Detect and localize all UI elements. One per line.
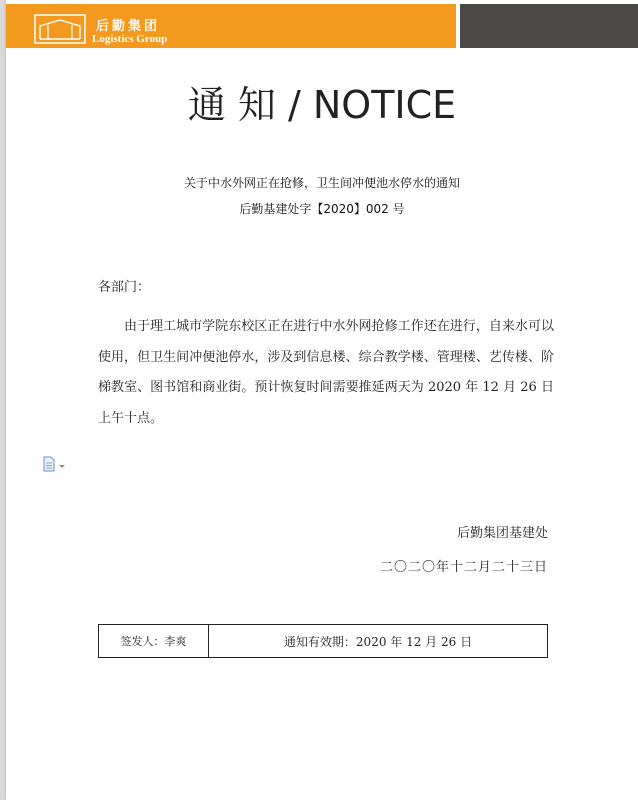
notice-subtitle: 关于中水外网正在抢修，卫生间冲便池水停水的通知 [183,176,460,190]
document-number: 后勤基建处字【2020】002 号 [239,202,405,216]
info-table [98,624,548,658]
signature-date: 二〇二〇年十二月二十三日 [379,560,548,575]
signature-organization: 后勤集团基建处 [456,526,548,541]
logo-text-en: Logistics Group [92,33,168,45]
signer-cell: 签发人：李爽 [99,625,209,657]
salutation: 各部门： [98,280,151,295]
logo-icon [34,14,86,44]
notice-body: 由于理工城市学院东校区正在进行中水外网抢修工作还在进行，自来水可以使用，但卫生间冲便池停水，涉及到信息楼、综合教学楼、管理楼、艺传楼、阶梯教室、图书馆和商业街。预计恢复时间需要推延两天为 2020 年 12 月 26 日上午十点。 [98,319,554,426]
validity-cell: 通知有效期：2020 年 12 月 26 日 [283,634,473,649]
header-orange-band [6,4,456,48]
document-page [6,0,638,800]
notice-title: 通 知 / NOTICE [187,83,457,127]
document-icon[interactable] [42,456,72,472]
header-dark-band [460,4,638,48]
logo-text-cn: 后勤集团 [96,19,161,34]
